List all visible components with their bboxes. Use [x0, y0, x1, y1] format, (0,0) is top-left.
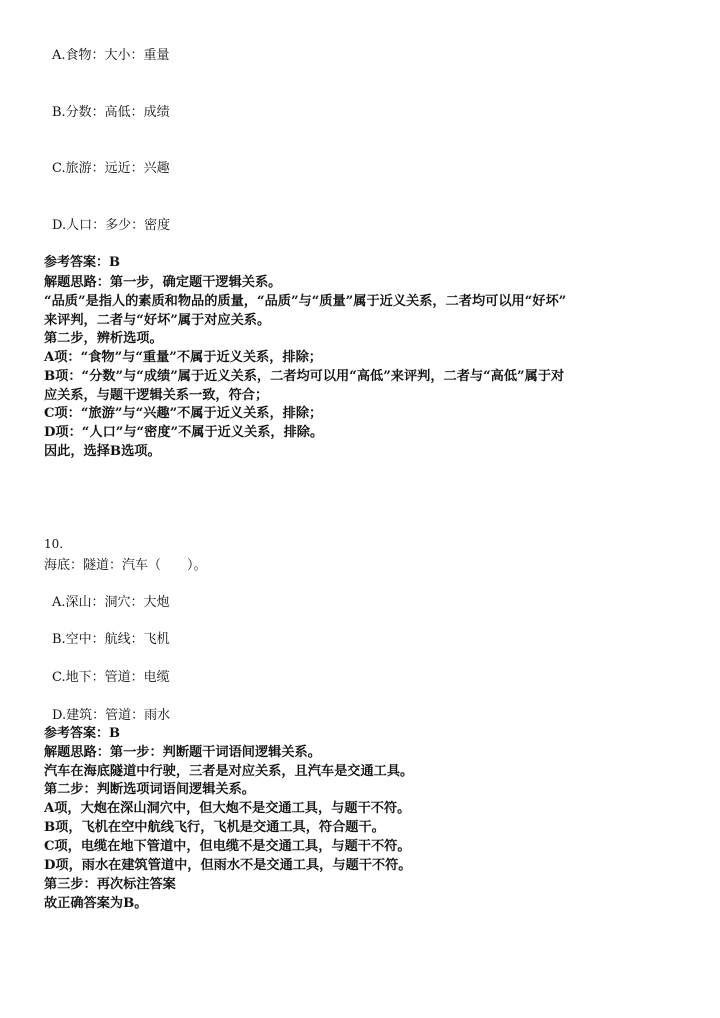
q9-explanation-line: C项：“旅游”与“兴趣”不属于近义关系，排除； [44, 406, 323, 421]
q10-explanation-line: A项，大炮在深山洞穴中，但大炮不是交通工具，与题干不符。 [44, 801, 411, 816]
q10-explanation-line: 汽车在海底隧道中行驶，三者是对应关系，且汽车是交通工具。 [44, 764, 414, 779]
q10-option-b: B.空中：航线：飞机 [52, 632, 170, 647]
q10-explanation-line: B项，飞机在空中航线飞行，飞机是交通工具，符合题干。 [44, 820, 385, 835]
q9-explanation-line: 解题思路：第一步，确定题干逻辑关系。 [44, 275, 282, 290]
q9-explanation-line: A项：“食物”与“重量”不属于近义关系，排除； [44, 350, 322, 365]
q10-option-d: D.建筑：管道：雨水 [52, 708, 171, 723]
q10-explanation-line: 第二步：判断选项词语间逻辑关系。 [44, 782, 255, 797]
q10-stem: 海底：隧道：汽车（ ）。 [44, 558, 207, 573]
q10-explanation-line: 故正确答案为B。 [44, 896, 148, 911]
q10-option-a: A.深山：洞穴：大炮 [52, 595, 170, 610]
q9-explanation-line: D项：“人口”与“密度”不属于近义关系，排除。 [44, 425, 324, 440]
q10-explanation-line: 第三步：再次标注答案 [44, 877, 176, 892]
q10-answer: 参考答案：B [44, 726, 120, 741]
q9-option-c: C.旅游：远近：兴趣 [52, 161, 170, 176]
q9-answer: 参考答案：B [44, 255, 120, 270]
q9-explanation-line: B项：“分数”与“成绩”属于近义关系，二者均可以用“高低”来评判，二者与“高低”属于对 [44, 369, 565, 384]
q9-explanation-line: “品质”是指人的素质和物品的质量，“品质”与“质量”属于近义关系，二者均可以用“好坏” [44, 294, 567, 309]
q9-explanation-line: 第二步，辨析选项。 [44, 331, 163, 346]
q9-explanation-line: 因此，选择B选项。 [44, 444, 161, 459]
q10-explanation-line: D项，雨水在建筑管道中，但雨水不是交通工具，与题干不符。 [44, 858, 412, 873]
q10-explanation-line: C项，电缆在地下管道中，但电缆不是交通工具，与题干不符。 [44, 839, 411, 854]
q9-option-b: B.分数：高低：成绩 [52, 105, 170, 120]
q9-explanation-line: 应关系，与题干逻辑关系一致，符合； [44, 388, 269, 403]
q10-number: 10. [44, 537, 64, 551]
q9-option-a: A.食物：大小：重量 [52, 48, 170, 63]
q9-explanation-line: 来评判，二者与“好坏”属于对应关系。 [44, 313, 271, 328]
q10-option-c: C.地下：管道：电缆 [52, 670, 170, 685]
q10-explanation-line: 解题思路：第一步：判断题干词语间逻辑关系。 [44, 745, 321, 760]
q9-option-d: D.人口：多少：密度 [52, 218, 171, 233]
